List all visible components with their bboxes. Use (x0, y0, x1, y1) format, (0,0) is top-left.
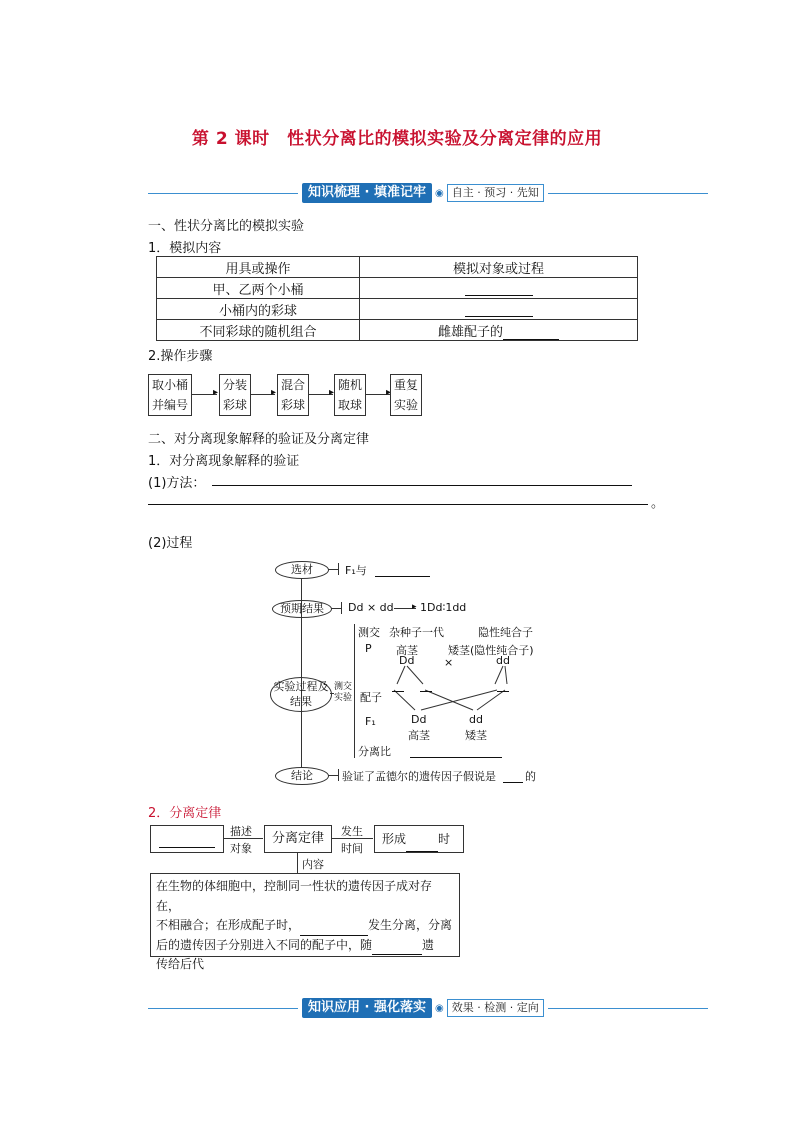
banner-sub: 自主 · 预习 · 先知 (447, 184, 544, 202)
p-genotype-rec: dd (496, 654, 510, 667)
law-text: 发生分离，分离 (368, 918, 453, 932)
arrow-head-icon: ▸ (412, 602, 417, 612)
fill-blank[interactable] (465, 303, 533, 317)
step-line: 彩球 (280, 398, 305, 412)
process-label: (2)过程 (148, 536, 193, 551)
fill-blank[interactable] (406, 838, 438, 852)
banner-tag: 知识应用 · 强化落实 (302, 998, 432, 1018)
law-object: 对象 (230, 842, 252, 855)
table-cell (360, 320, 638, 341)
f1-short: 矮茎 (465, 729, 487, 742)
step-box (390, 374, 422, 416)
table-cell-blank (360, 278, 638, 299)
step-line: 取小桶 (151, 378, 188, 392)
law-text-line: 在生物的体细胞中，控制同一性状的遗传因子成对存在， (156, 879, 433, 913)
law-text-line (156, 916, 454, 936)
law-time: 时间 (341, 842, 363, 855)
law-form: 形成 (382, 832, 407, 846)
law-text: 不相融合；在形成配子时， (156, 918, 301, 932)
fill-blank[interactable] (503, 769, 523, 783)
arrow-head-icon: ▸ (271, 387, 277, 398)
step-line: 分装 (222, 378, 247, 392)
banner-tag: 知识梳理 · 填准记牢 (302, 183, 432, 203)
step-box (277, 374, 309, 416)
p-tall: 高茎 (396, 644, 418, 657)
table-cell: 小桶内的彩球 (157, 299, 360, 320)
simulation-table (156, 256, 638, 341)
fill-blank[interactable] (375, 563, 430, 577)
fill-blank[interactable] (410, 744, 502, 758)
row-f1: F₁ (365, 715, 376, 728)
dot-icon: ◉ (435, 1002, 444, 1014)
subheading: 2.操作步骤 (148, 349, 213, 364)
table-cell: 不同彩球的随机组合 (157, 320, 360, 341)
fill-blank[interactable] (300, 922, 368, 936)
node-experiment (270, 677, 332, 712)
row-testcross: 测交 (358, 626, 380, 639)
fill-blank[interactable] (392, 678, 404, 692)
step-line: 随机 (337, 378, 362, 392)
law-form-end: 时 (438, 832, 451, 846)
arrow-head-icon: ▸ (386, 387, 392, 398)
fill-blank[interactable] (159, 834, 215, 848)
subheading: 2．分离定律 (148, 806, 222, 821)
section-banner (298, 183, 548, 203)
step-box (219, 374, 251, 416)
connector (328, 775, 338, 776)
law-occur: 发生 (341, 825, 363, 838)
table-cell: 甲、乙两个小桶 (157, 278, 360, 299)
page-title: 第 2 课时 性状分离比的模拟实验及分离定律的应用 (191, 129, 603, 149)
law-describe: 描述 (230, 825, 252, 838)
conclusion-text: 验证了孟德尔的遗传因子假说是 (342, 770, 496, 783)
step-line: 并编号 (151, 398, 188, 412)
bracket (338, 769, 339, 781)
predict-cross: Dd × dd (348, 601, 394, 614)
f1-genotype-rec: dd (469, 713, 483, 726)
node-conclusion: 结论 (275, 767, 329, 785)
table-row (157, 278, 638, 299)
banner-sub: 效果 · 检测 · 定向 (447, 999, 544, 1017)
law-text-line (156, 936, 454, 956)
section-heading: 二、对分离现象解释的验证及分离定律 (148, 432, 370, 447)
predict-ratio: 1Dd∶1dd (420, 601, 467, 614)
connector (328, 569, 338, 570)
p-genotype-dd: Dd (399, 654, 415, 667)
f1-genotype-dd: Dd (411, 713, 427, 726)
law-text-line: 传给后代 (156, 957, 205, 971)
row-p: P (365, 642, 372, 655)
table-header-row (157, 257, 638, 278)
row-recessive: 隐性纯合子 (478, 626, 533, 639)
step-line: 重复 (393, 378, 418, 392)
row-ratio: 分离比 (358, 745, 391, 758)
arrow-head-icon: ▸ (329, 387, 335, 398)
exp-side-label: 测交实验 (334, 682, 353, 703)
subheading: 1．模拟内容 (148, 241, 222, 256)
subheading: 1．对分离现象解释的验证 (148, 454, 300, 469)
step-box (148, 374, 192, 416)
table-header: 模拟对象或过程 (360, 257, 638, 278)
table-header: 用具或操作 (157, 257, 360, 278)
law-object-box (150, 825, 224, 853)
connector (331, 608, 341, 609)
fill-blank[interactable] (465, 282, 533, 296)
law-text: 后的遗传因子分别进入不同的配子中，随 (156, 937, 373, 952)
law-content-box (150, 873, 460, 971)
bracket (341, 602, 342, 614)
dot-icon: ◉ (435, 187, 444, 199)
arrow-head-icon: ▸ (213, 387, 219, 398)
step-line: 彩球 (222, 398, 247, 412)
answer-line[interactable] (148, 504, 648, 505)
law-text: 遗 (422, 937, 435, 952)
row-hybrid: 杂种子一代 (389, 626, 444, 639)
method-label: (1)方法： (148, 476, 206, 491)
f1-tall: 高茎 (408, 729, 430, 742)
section-heading: 一、性状分离比的模拟实验 (148, 219, 305, 234)
bracket (338, 563, 339, 575)
node-predict: 预期结果 (272, 600, 332, 618)
step-line: 混合 (280, 378, 305, 392)
conclusion-end: 的 (525, 770, 536, 783)
fill-blank[interactable] (497, 678, 509, 692)
p-short: 矮茎(隐性纯合子) (448, 644, 534, 657)
table-row (157, 320, 638, 341)
table-cell-text: 雌雄配子的 (437, 324, 503, 340)
fill-blank[interactable] (420, 678, 432, 692)
connector (297, 852, 298, 873)
step-line: 实验 (393, 398, 418, 412)
table-cell-blank (360, 299, 638, 320)
period: 。 (651, 496, 665, 511)
answer-line[interactable] (212, 485, 632, 486)
select-text: F₁与 (345, 564, 367, 577)
node-select: 选材 (275, 561, 329, 579)
table-row (157, 299, 638, 320)
cross-icon: × (444, 656, 454, 669)
step-line: 取球 (337, 398, 362, 412)
row-gamete: 配子 (360, 691, 382, 704)
law-name-box: 分离定律 (264, 825, 332, 853)
section-banner (298, 998, 548, 1018)
law-content-label: 内容 (302, 858, 324, 871)
node-experiment-label: 实验过程及结果 (273, 680, 329, 708)
law-time-box (374, 825, 464, 853)
fill-blank[interactable] (503, 326, 559, 340)
fill-blank[interactable] (372, 941, 422, 955)
step-box (334, 374, 366, 416)
